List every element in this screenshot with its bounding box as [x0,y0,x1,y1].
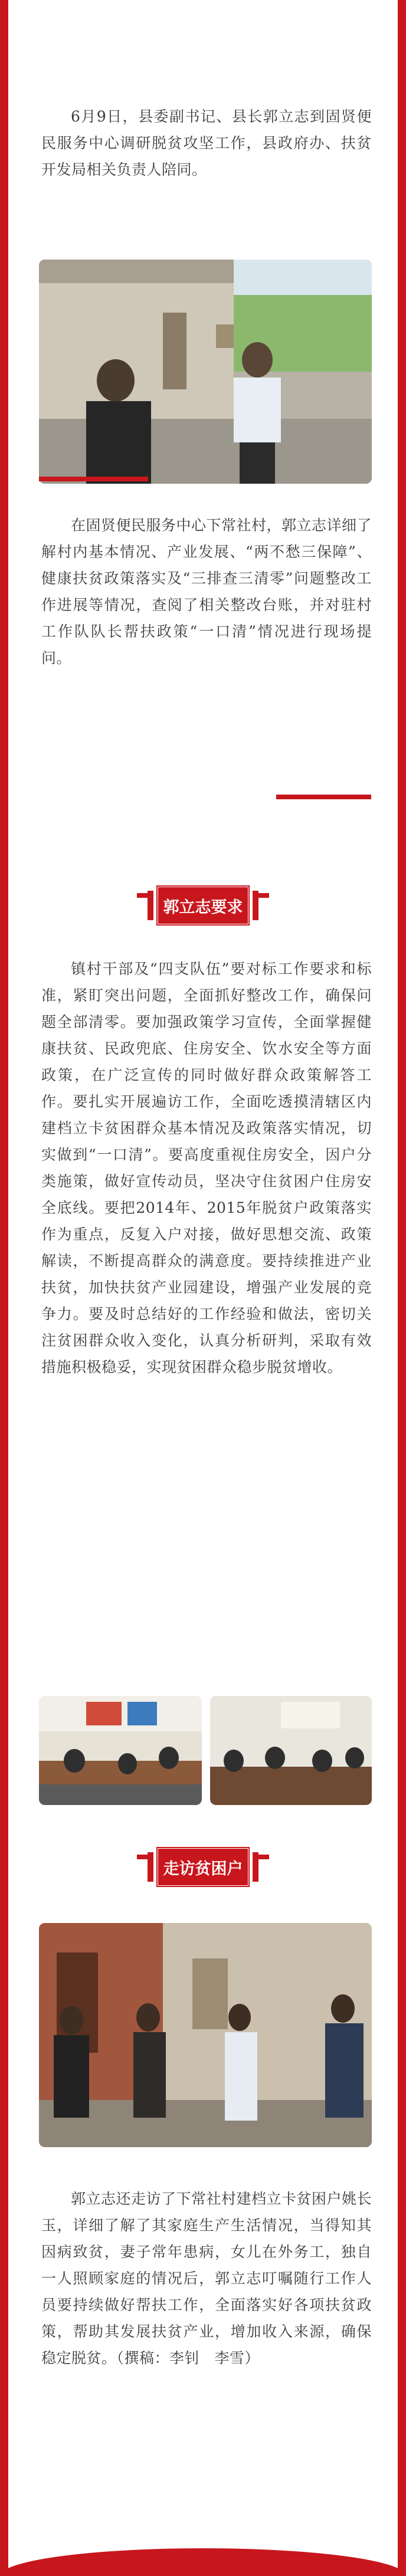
paragraph-household-visit: 郭立志还走访了下常社村建档立卡贫困户姚长玉，详细了解了其家庭生产生活情况，当得知其因病致贫，妻子常年患病，女儿在外务工，独自一人照顾家庭的情况后，郭立志叮嘱随行工作人员要持续做好帮扶工作，全面落实好各项扶贫政策，帮助其发展扶贫产业，增加收入来源，确保稳定脱贫。（撰稿：李钊 李雪） [41,2190,372,2367]
photo-household-visit [39,1923,372,2147]
heading-label-box: 郭立志要求 [156,885,250,926]
paragraph-inspection: 在固贤便民服务中心下常社村，郭立志详细了解村内基本情况、产业发展、“两不愁三保障”、健康扶贫政策落实及“三排查三清零”问题整改工作进展等情况，查阅了相关整改台账，并对驻村工作队队长帮扶政策“一口清”情况进行现场提问。 [41,517,372,667]
heading-label-box: 走访贫困户 [156,1846,250,1888]
photo-meeting-left [39,1696,202,1805]
photo-village-visit [39,260,372,484]
section-divider-right [276,795,371,799]
heading-ornament-left [137,893,149,898]
section-heading-poverty-visit [0,1846,406,1888]
photo-village-visit-image [39,260,372,484]
heading-ornament-right [257,1855,269,1859]
heading-notch-left [148,1852,153,1882]
section-divider-left [39,477,148,481]
photo-meeting-left-image [39,1696,202,1805]
heading-ornament-left [137,1855,149,1859]
paragraph-intro: 6月9日，县委副书记、县长郭立志到固贤便民服务中心调研脱贫攻坚工作，县政府办、扶贫开发局相关负责人陪同。 [41,108,372,178]
heading-notch-left [148,891,153,920]
photo-meeting-right-image [210,1696,372,1805]
section-heading-requirements [0,885,406,926]
paragraph-requirements: 镇村干部及“四支队伍”要对标工作要求和标准，紧盯突出问题，全面抓好整改工作，确保问题全部清零。要加强政策学习宣传，全面掌握健康扶贫、民政兜底、住房安全、饮水安全等方面政策，在广泛宣传的同时做好群众政策解答工作。要扎实开展遍访工作，全面吃透摸清辖区内建档立卡贫困群众基本情况及政策落实情况，切实做到“一口清”。要高度重视住房安全，因户分类施策，做好宣传动员，坚决守住贫困户住房安全底线。要把2014年、2015年脱贫户政策落实作为重点，反复入户对接，做好思想交流、政策解读，不断提高群众的满意度。要持续推进产业扶贫，加快扶贫产业园建设，增强产业发展的竞争力。要及时总结好的工作经验和做法，密切关注贫困群众收入变化，认真分析研判，采取有效措施积极稳妥，实现贫困群众稳步脱贫增收。 [41,960,372,1376]
photo-household-visit-image [39,1923,372,2147]
heading-ornament-right [257,893,269,898]
photo-meeting-right [210,1696,372,1805]
